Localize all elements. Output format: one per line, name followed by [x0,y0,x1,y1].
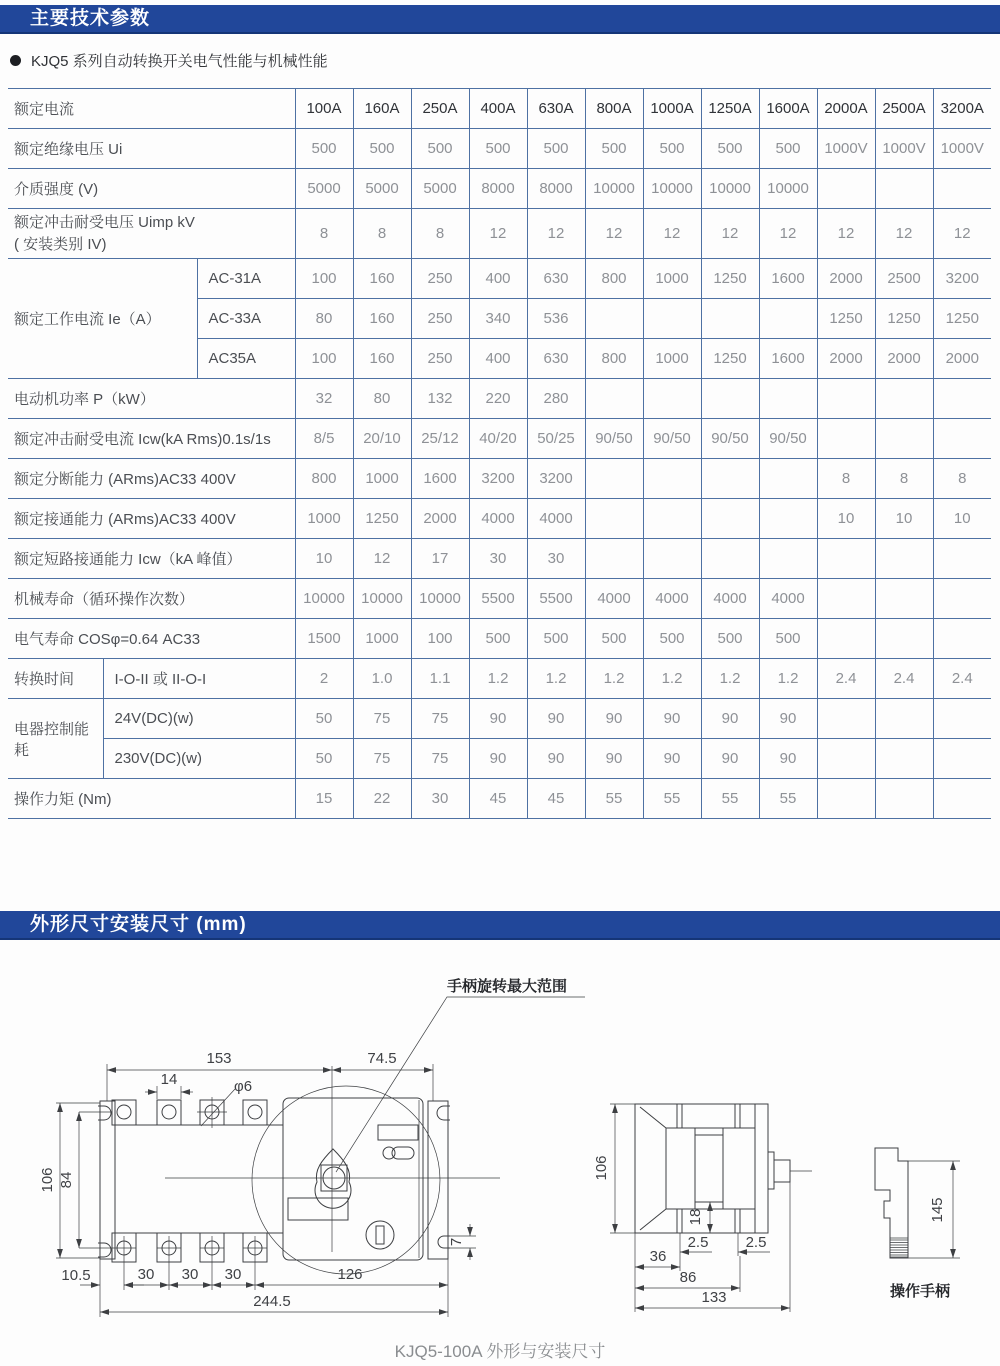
row-label: 额定工作电流 Ie（A） [8,259,197,379]
value-cell: 1000 [353,619,411,659]
value-cell: 12 [759,209,817,259]
bullet-icon [10,55,21,66]
table-row [8,129,991,169]
value-cell [933,699,991,739]
value-cell [817,169,875,209]
row-label: 额定电流 [8,89,295,129]
row-label: 电动机功率 P（kW） [8,379,295,419]
dim-74-5: 74.5 [367,1050,397,1067]
value-cell: 220 [469,379,527,419]
value-cell [701,499,759,539]
value-cell: 2500 [875,259,933,299]
value-cell: 10000 [295,579,353,619]
value-cell: 160 [353,299,411,339]
value-cell: 90 [643,699,701,739]
value-cell: 2.4 [875,659,933,699]
value-cell: 3200 [933,259,991,299]
value-cell [875,579,933,619]
value-cell [875,539,933,579]
row-label: 额定冲击耐受电流 Icw(kA Rms)0.1s/1s [8,419,295,459]
row-sub-label: AC-31A [197,259,295,299]
value-cell: 5500 [469,579,527,619]
handle-view-drawing [875,1148,960,1300]
value-cell: 8 [353,209,411,259]
value-cell: 90 [643,739,701,779]
value-cell: 1600 [411,459,469,499]
value-cell: 22 [353,779,411,819]
value-cell [643,459,701,499]
value-cell: 1000V [875,129,933,169]
value-cell: 500 [701,129,759,169]
value-cell: 250 [411,299,469,339]
row-label: 额定绝缘电压 Ui [8,129,295,169]
value-cell: 4000 [701,579,759,619]
value-cell: 5000 [411,169,469,209]
value-cell: 1250 [701,339,759,379]
value-cell [817,779,875,819]
value-cell: 10000 [411,579,469,619]
row-sub-label: I-O-II 或 II-O-I [103,659,295,699]
dim-30-3: 30 [224,1266,242,1283]
value-cell: 1250 [933,299,991,339]
value-cell: 8000 [527,169,585,209]
table-row [8,259,991,299]
value-cell: 55 [643,779,701,819]
dim-10-5: 10.5 [61,1267,91,1284]
value-cell: 50/25 [527,419,585,459]
value-cell [875,619,933,659]
value-cell: 160 [353,339,411,379]
dim-153: 153 [206,1050,232,1067]
value-cell: 20/10 [353,419,411,459]
value-cell: 250 [411,259,469,299]
value-cell: 50 [295,739,353,779]
value-cell: 3200 [469,459,527,499]
row-label: 额定冲击耐受电压 Uimp kV ( 安装类别 IV) [8,209,295,259]
value-cell: 75 [353,739,411,779]
value-cell: 1.1 [411,659,469,699]
value-cell [701,379,759,419]
value-cell: 800 [585,259,643,299]
table-row [8,579,991,619]
value-cell: 10 [817,499,875,539]
row-label: 额定短路接通能力 Icw（kA 峰值） [8,539,295,579]
dimension-drawings [0,945,1000,1337]
value-cell: 500 [469,619,527,659]
value-cell: 80 [295,299,353,339]
value-cell [817,419,875,459]
row-label: 电器控制能耗 [8,699,103,779]
value-cell [585,499,643,539]
value-cell: 80 [353,379,411,419]
value-cell: 8 [933,459,991,499]
value-cell [759,299,817,339]
value-cell: 1000 [353,459,411,499]
value-cell: 8/5 [295,419,353,459]
row-label: 额定接通能力 (ARms)AC33 400V [8,499,295,539]
value-cell [933,539,991,579]
value-cell: 90 [585,699,643,739]
value-cell: 1.2 [701,659,759,699]
value-cell: 1000V [933,129,991,169]
table-header-row [8,89,991,129]
value-cell [759,499,817,539]
value-cell: 90 [527,699,585,739]
value-cell: 45 [527,779,585,819]
value-cell: 1.2 [643,659,701,699]
value-cell: 500 [295,129,353,169]
value-cell: 12 [353,539,411,579]
dim-106-front: 106 [39,1167,56,1193]
value-cell [933,739,991,779]
value-cell: 2 [295,659,353,699]
spec-table-wrap [8,88,993,819]
series-description: KJQ5 系列自动转换开关电气性能与机械性能 [31,53,328,70]
table-row [8,459,991,499]
value-cell [759,459,817,499]
column-header-cell: 250A [411,89,469,129]
value-cell: 630 [527,339,585,379]
column-header-cell: 800A [585,89,643,129]
value-cell: 10 [875,499,933,539]
value-cell: 1250 [701,259,759,299]
value-cell: 8 [875,459,933,499]
value-cell: 1000 [643,339,701,379]
value-cell: 55 [701,779,759,819]
value-cell [701,299,759,339]
value-cell: 55 [759,779,817,819]
row-label: 电气寿命 COSφ=0.64 AC33 [8,619,295,659]
value-cell [875,419,933,459]
value-cell: 12 [701,209,759,259]
column-header-cell: 160A [353,89,411,129]
value-cell: 90/50 [643,419,701,459]
value-cell: 500 [643,619,701,659]
value-cell: 10 [933,499,991,539]
table-row [8,209,991,259]
front-view-drawing [39,1050,500,1317]
row-sub-label: 230V(DC)(w) [103,739,295,779]
value-cell: 1250 [817,299,875,339]
dim-84: 84 [58,1171,75,1189]
value-cell: 8 [817,459,875,499]
dim-14: 14 [160,1071,178,1088]
value-cell: 5000 [295,169,353,209]
dim-133: 133 [701,1289,727,1306]
value-cell: 160 [353,259,411,299]
value-cell: 630 [527,259,585,299]
value-cell: 10000 [759,169,817,209]
value-cell: 2000 [875,339,933,379]
dim-36: 36 [649,1248,667,1265]
value-cell [875,779,933,819]
figure-caption: KJQ5-100A 外形与安装尺寸 [394,1342,606,1361]
column-header-cell: 100A [295,89,353,129]
value-cell [875,699,933,739]
value-cell: 75 [411,699,469,739]
value-cell: 1000 [643,259,701,299]
value-cell: 8 [411,209,469,259]
value-cell [817,699,875,739]
value-cell: 500 [759,129,817,169]
table-row [8,779,991,819]
value-cell: 2.4 [933,659,991,699]
value-cell: 12 [527,209,585,259]
value-cell: 500 [469,129,527,169]
value-cell: 800 [585,339,643,379]
value-cell: 90 [701,739,759,779]
side-view-drawing [593,1104,812,1312]
value-cell [933,619,991,659]
value-cell: 32 [295,379,353,419]
value-cell: 500 [585,619,643,659]
value-cell: 30 [469,539,527,579]
dim-7: 7 [448,1237,465,1247]
value-cell: 1600 [759,259,817,299]
value-cell: 1500 [295,619,353,659]
value-cell: 2000 [817,259,875,299]
value-cell: 4000 [759,579,817,619]
handle-caption: 操作手柄 [889,1283,951,1300]
spec-table-body [8,89,991,819]
value-cell: 1000 [295,499,353,539]
value-cell: 100 [295,259,353,299]
value-cell: 100 [411,619,469,659]
value-cell: 10000 [353,579,411,619]
dim-18: 18 [687,1208,704,1226]
value-cell: 90 [759,699,817,739]
value-cell: 5500 [527,579,585,619]
value-cell [759,379,817,419]
value-cell [933,779,991,819]
value-cell: 4000 [469,499,527,539]
dim-hole-diameter: φ6 [234,1078,253,1095]
rotation-range-label: 手柄旋转最大范围 [447,978,568,995]
value-cell [875,169,933,209]
value-cell: 8000 [469,169,527,209]
value-cell: 50 [295,699,353,739]
value-cell [933,169,991,209]
value-cell: 500 [643,129,701,169]
table-row [8,169,991,209]
value-cell: 1600 [759,339,817,379]
value-cell: 1250 [875,299,933,339]
value-cell: 90 [469,699,527,739]
table-row [8,619,991,659]
value-cell: 4000 [585,579,643,619]
value-cell: 1.2 [585,659,643,699]
value-cell: 55 [585,779,643,819]
value-cell [817,619,875,659]
value-cell: 500 [527,619,585,659]
value-cell: 17 [411,539,469,579]
value-cell: 90/50 [585,419,643,459]
value-cell: 500 [585,129,643,169]
dim-244-5: 244.5 [253,1293,291,1310]
value-cell: 1.0 [353,659,411,699]
value-cell: 4000 [527,499,585,539]
value-cell: 536 [527,299,585,339]
value-cell: 90 [759,739,817,779]
column-header-cell: 3200A [933,89,991,129]
value-cell: 500 [411,129,469,169]
value-cell: 250 [411,339,469,379]
row-label: 介质强度 (V) [8,169,295,209]
value-cell [933,379,991,419]
value-cell: 280 [527,379,585,419]
dim-30-1: 30 [137,1266,155,1283]
value-cell [817,579,875,619]
value-cell: 400 [469,259,527,299]
column-header-cell: 1000A [643,89,701,129]
spec-table [8,88,991,819]
value-cell: 12 [469,209,527,259]
value-cell: 5000 [353,169,411,209]
value-cell [759,539,817,579]
value-cell: 30 [527,539,585,579]
value-cell [643,379,701,419]
value-cell: 1.2 [527,659,585,699]
value-cell: 90/50 [759,419,817,459]
value-cell: 1.2 [759,659,817,699]
value-cell: 2000 [817,339,875,379]
value-cell: 4000 [643,579,701,619]
section-header-main-parameters [0,5,1000,34]
value-cell: 340 [469,299,527,339]
value-cell [933,579,991,619]
dim-2-5-right: 2.5 [745,1234,767,1251]
value-cell: 100 [295,339,353,379]
value-cell [933,419,991,459]
row-sub-label: 24V(DC)(w) [103,699,295,739]
value-cell: 45 [469,779,527,819]
value-cell: 12 [643,209,701,259]
value-cell: 12 [933,209,991,259]
value-cell: 10 [295,539,353,579]
value-cell: 90 [469,739,527,779]
row-label: 转换时间 [8,659,103,699]
table-row [8,499,991,539]
column-header-cell: 2500A [875,89,933,129]
rotation-range-callout [336,977,585,1172]
value-cell: 8 [295,209,353,259]
series-bullet-line [10,50,328,71]
value-cell: 90 [701,699,759,739]
column-header-cell: 1250A [701,89,759,129]
value-cell [817,379,875,419]
table-row [8,379,991,419]
row-label: 机械寿命（循环操作次数） [8,579,295,619]
value-cell [643,499,701,539]
table-row [8,539,991,579]
table-row [8,739,991,779]
value-cell: 500 [353,129,411,169]
dim-126: 126 [337,1266,363,1283]
value-cell [585,299,643,339]
value-cell [643,299,701,339]
column-header-cell: 2000A [817,89,875,129]
row-sub-label: AC-33A [197,299,295,339]
dim-30-2: 30 [181,1266,199,1283]
value-cell [701,459,759,499]
dim-86: 86 [679,1269,697,1286]
column-header-cell: 630A [527,89,585,129]
value-cell [875,379,933,419]
value-cell: 2000 [411,499,469,539]
value-cell: 12 [875,209,933,259]
section-title: 外形尺寸安装尺寸 (mm) [30,914,247,935]
value-cell: 400 [469,339,527,379]
value-cell: 1000V [817,129,875,169]
value-cell: 12 [585,209,643,259]
value-cell [585,539,643,579]
value-cell: 800 [295,459,353,499]
value-cell: 10000 [585,169,643,209]
value-cell: 90 [585,739,643,779]
column-header-cell: 1600A [759,89,817,129]
value-cell: 2000 [933,339,991,379]
value-cell: 75 [353,699,411,739]
dim-106-side: 106 [593,1155,610,1181]
value-cell: 132 [411,379,469,419]
value-cell: 90/50 [701,419,759,459]
value-cell [643,539,701,579]
value-cell [817,539,875,579]
value-cell: 2.4 [817,659,875,699]
value-cell: 1.2 [469,659,527,699]
table-row [8,659,991,699]
value-cell: 10000 [701,169,759,209]
table-row [8,699,991,739]
row-label: 额定分断能力 (ARms)AC33 400V [8,459,295,499]
value-cell: 1250 [353,499,411,539]
table-row [8,419,991,459]
row-label: 操作力矩 (Nm) [8,779,295,819]
value-cell: 500 [759,619,817,659]
value-cell [875,739,933,779]
value-cell: 10000 [643,169,701,209]
section-header-dimensions [0,911,1000,940]
value-cell [701,539,759,579]
value-cell: 40/20 [469,419,527,459]
value-cell: 25/12 [411,419,469,459]
section-title: 主要技术参数 [30,8,151,29]
value-cell [585,379,643,419]
column-header-cell: 400A [469,89,527,129]
value-cell: 15 [295,779,353,819]
value-cell [817,739,875,779]
dim-145: 145 [929,1197,946,1223]
value-cell: 500 [701,619,759,659]
dim-2-5-left: 2.5 [687,1234,709,1251]
row-sub-label: AC35A [197,339,295,379]
value-cell: 500 [527,129,585,169]
value-cell: 3200 [527,459,585,499]
value-cell: 75 [411,739,469,779]
value-cell: 30 [411,779,469,819]
value-cell: 90 [527,739,585,779]
value-cell: 12 [817,209,875,259]
value-cell [585,459,643,499]
